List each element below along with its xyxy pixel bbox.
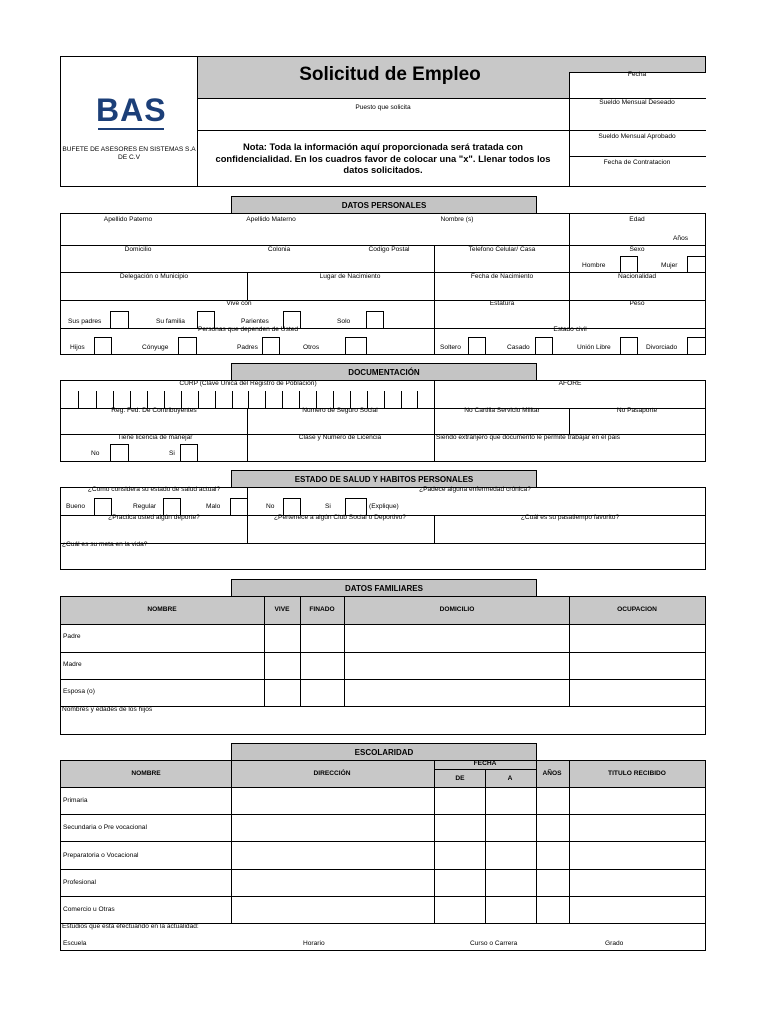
logo: BAS bbox=[96, 92, 167, 128]
colonia-label: Colonia bbox=[267, 246, 291, 253]
union-libre-checkbox[interactable] bbox=[620, 337, 638, 355]
fam-header-finado: FINADO bbox=[309, 606, 335, 613]
esc-header-titulo: TITULO RECIBIDO bbox=[608, 770, 666, 777]
sus-padres-label: Sus padres bbox=[68, 318, 102, 325]
esc-grado-label: Grado bbox=[605, 940, 624, 947]
otros-label: Otros bbox=[303, 344, 320, 351]
fam-hijos-label: Nombres y edades de los hijos bbox=[62, 706, 153, 713]
afore-label: AFORE bbox=[558, 380, 582, 387]
soltero-checkbox[interactable] bbox=[468, 337, 486, 355]
soltero-label: Soltero bbox=[440, 344, 461, 351]
apellido-paterno-label: Apellido Paterno bbox=[103, 216, 153, 223]
section-documentacion: DOCUMENTACIÓN bbox=[231, 363, 537, 381]
section-salud: ESTADO DE SALUD Y HABITOS PERSONALES bbox=[231, 470, 537, 488]
esc-row-profesional: Profesional bbox=[63, 879, 96, 886]
club-label: ¿Pertenece a algún Club Social o Deportivo? bbox=[274, 514, 406, 521]
fam-header-domicilio: DOMICILIO bbox=[439, 606, 475, 613]
casado-checkbox[interactable] bbox=[535, 337, 553, 355]
fecha-nac-label: Fecha de Nacimiento bbox=[470, 273, 534, 280]
anos-label: Años bbox=[673, 235, 689, 242]
esc-escuela-label: Escuela bbox=[63, 940, 87, 947]
note-text: Nota: Toda la información aquí proporcionada será tratada con confidencialidad. En los cuadros favor de colocar una "x". Llenar todos los datos solicitados. bbox=[215, 141, 551, 175]
esc-header-fecha: FECHA bbox=[473, 760, 497, 767]
malo-label: Malo bbox=[206, 503, 221, 510]
fecha-label: Fecha bbox=[627, 71, 647, 78]
enfermedad-si-label: Si bbox=[325, 503, 331, 510]
cp-label: Codigo Postal bbox=[368, 246, 410, 253]
fam-header-ocupacion: OCUPACION bbox=[617, 606, 657, 613]
lugar-nac-label: Lugar de Nacimiento bbox=[319, 273, 381, 280]
pasatiempo-label: ¿Cuál es su pasatiempo favorito? bbox=[520, 514, 620, 521]
section-datos-personales: DATOS PERSONALES bbox=[231, 196, 537, 214]
divorciado-label: Divorciado bbox=[646, 344, 678, 351]
hijos-label: Hijos bbox=[70, 344, 85, 351]
curp-label: CURP (Clave Unica del Registro de Poblacion) bbox=[179, 380, 317, 387]
esc-header-de: DE bbox=[455, 775, 465, 782]
malo-checkbox[interactable] bbox=[230, 498, 248, 516]
nacionalidad-label: Nacionalidad bbox=[617, 273, 657, 280]
parientes-label: Parientes bbox=[241, 318, 269, 325]
apellido-materno-label: Apellido Materno bbox=[246, 216, 296, 223]
sexo-label: Sexo bbox=[629, 246, 645, 253]
clase-licencia-label: Clase y Numero de Licencia bbox=[298, 434, 382, 441]
otros-checkbox[interactable] bbox=[345, 337, 367, 355]
cartilla-label: No Cartilla Servicio Militar bbox=[464, 407, 540, 414]
delegacion-label: Delegación o Municipio bbox=[119, 273, 189, 280]
estado-salud-label: ¿Como considera su estado de salud actual? bbox=[87, 486, 221, 493]
fam-header-nombre: NOMBRE bbox=[147, 606, 177, 613]
union-libre-label: Unión Libre bbox=[577, 344, 611, 351]
sueldo-aprobado-label: Sueldo Mensual Aprobado bbox=[598, 133, 676, 140]
padres-label: Padres bbox=[237, 344, 258, 351]
esc-actualidad-label: Estudios que esta efectuando en la actualidad: bbox=[62, 923, 199, 930]
casado-label: Casado bbox=[507, 344, 530, 351]
sus-padres-checkbox[interactable] bbox=[110, 311, 129, 329]
enfermedad-label: ¿Padece alguna enfermedad crónica? bbox=[419, 486, 531, 493]
esc-horario-label: Horario bbox=[303, 940, 325, 947]
fecha-contratacion-label: Fecha de Contratacion bbox=[603, 159, 671, 166]
documentacion-table bbox=[60, 380, 706, 462]
explique-label: (Explique) bbox=[369, 503, 399, 510]
conyuge-label: Cónyuge bbox=[142, 344, 169, 351]
dependen-label: Personas que dependen de Usted bbox=[197, 326, 299, 333]
estatura-label: Estatura bbox=[489, 300, 515, 307]
esc-row-primaria: Primaria bbox=[63, 797, 88, 804]
rfc-label: Reg. Fed. De Contribuyentes bbox=[111, 407, 197, 414]
conyuge-checkbox[interactable] bbox=[178, 337, 197, 355]
esc-header-nombre: NOMBRE bbox=[131, 770, 161, 777]
enfermedad-no-label: No bbox=[266, 503, 275, 510]
peso-label: Peso bbox=[629, 300, 645, 307]
deporte-label: ¿Practica usted algún deporte? bbox=[108, 514, 200, 521]
nombre-label: Nombre (s) bbox=[440, 216, 474, 223]
mujer-checkbox[interactable] bbox=[687, 256, 706, 273]
esc-header-a: A bbox=[507, 775, 513, 782]
fam-row-padre: Padre bbox=[63, 633, 81, 640]
divorciado-checkbox[interactable] bbox=[687, 337, 706, 355]
hijos-checkbox[interactable] bbox=[94, 337, 112, 355]
licencia-no-checkbox[interactable] bbox=[110, 444, 129, 462]
logo-underline bbox=[98, 128, 164, 130]
esc-header-anos: AÑOS bbox=[542, 770, 562, 777]
hombre-checkbox[interactable] bbox=[620, 256, 638, 273]
extranjero-label: Siendo extranjero que documento le permite trabajar en el pais bbox=[436, 434, 621, 441]
nss-label: Numero de Seguro Social bbox=[302, 407, 378, 414]
edad-label: Edad bbox=[629, 216, 645, 223]
regular-label: Regular bbox=[133, 503, 157, 510]
page-title: Solicitud de Empleo bbox=[299, 64, 481, 85]
meta-label: ¿Cuál es su meta en la vida? bbox=[62, 541, 148, 548]
section-datos-familiares: DATOS FAMILIARES bbox=[231, 579, 537, 597]
hombre-label: Hombre bbox=[582, 262, 606, 269]
su-familia-label: Su familia bbox=[156, 318, 185, 325]
fam-row-madre: Madre bbox=[63, 661, 82, 668]
solo-label: Solo bbox=[337, 318, 351, 325]
vive-con-label: Vive con bbox=[226, 300, 252, 307]
fam-row-esposa: Esposa (o) bbox=[63, 688, 95, 695]
section-escolaridad: ESCOLARIDAD bbox=[231, 743, 537, 761]
licencia-label: Tiene licencia de manejar bbox=[117, 434, 193, 441]
mujer-label: Mujer bbox=[661, 262, 678, 269]
pasaporte-label: No Pasaporte bbox=[616, 407, 658, 414]
salud-table bbox=[60, 487, 706, 570]
estado-civil-label: Estado civil bbox=[553, 326, 587, 333]
telefono-label: Telefono Celular/ Casa bbox=[468, 246, 536, 253]
fam-header-vive: VIVE bbox=[274, 606, 290, 613]
personales-table bbox=[60, 213, 706, 355]
licencia-si-label: Si bbox=[169, 450, 175, 457]
sueldo-deseado-label: Sueldo Mensual Deseado bbox=[599, 99, 675, 106]
company-name: BUFETE DE ASESORES EN SISTEMAS S.A DE C.V bbox=[62, 146, 196, 161]
esc-row-secundaria: Secundaria o Pre vocacional bbox=[63, 824, 147, 831]
esc-row-comercio: Comercio u Otras bbox=[63, 906, 115, 913]
esc-curso-label: Curso o Carrera bbox=[470, 940, 518, 947]
padres-checkbox[interactable] bbox=[262, 337, 280, 355]
licencia-no-label: No bbox=[91, 450, 100, 457]
esc-header-direccion: DIRECCIÓN bbox=[313, 770, 351, 777]
bueno-label: Bueno bbox=[66, 503, 86, 510]
licencia-si-checkbox[interactable] bbox=[180, 444, 198, 462]
esc-row-preparatoria: Preparatoria o Vocacional bbox=[63, 852, 139, 859]
domicilio-label: Domicilio bbox=[124, 246, 152, 253]
solo-checkbox[interactable] bbox=[366, 311, 384, 329]
puesto-label: Puesto que solicita bbox=[355, 104, 411, 111]
